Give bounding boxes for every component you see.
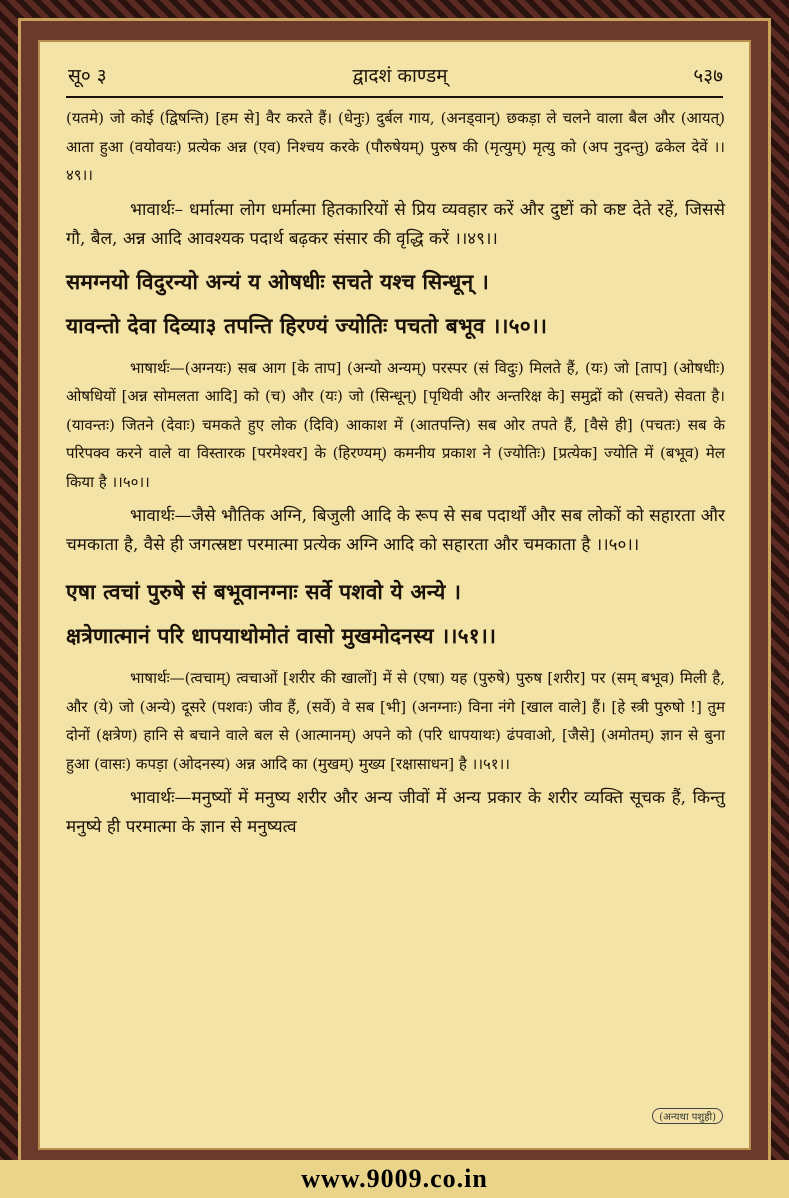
paragraph-meaning-49: (यतमे) जो कोई (द्विषन्ति) [हम से] वैर करते हैं। (धेनुः) दुर्बल गाय, (अनड्वान्) छकड़ा ले चलने वाला बैल और (आयत्) आता हुआ (वयोवयः) प्रत्येक अन्न (एव) निश्चय करके (पौरुषेयम्) पुरुष की (मृत्युम्) मृत्यु को (अप नुदन्तु) ढकेल देवें ।।४९।। xyxy=(66,109,725,184)
paragraph-bhashartha-51: भाषार्थः—(त्वचाम्) त्वचाओं [शरीर की खालों] में से (एषा) यह (पुरुषे) पुरुष [शरीर] पर (सम् बभूव) मिली है, और (ये) जो (अन्ये) दूसरे (पशवः) जीव हैं, (सर्वे) वे सब [भी] (अनग्नाः) विना नंगे [खाल वाले] हैं। [हे स्त्री पुरुषो !] तुम दोनों (क्षत्रेण) हानि से बचाने वाले बल से (आत्मानम्) अपने को (परि धापयाथः) ढंपवाओ, [जैसे] (अमोतम्) ज्ञान से बुना हुआ (वासः) कपड़ा (ओदनस्य) अन्न आदि का (मुखम्) मुख्य [रक्षासाधन] है ।।५१।। xyxy=(66,669,725,773)
paragraph-bhashartha-50: भाषार्थः—(अग्नयः) सब आग [के ताप] (अन्यो अन्यम्) परस्पर (सं विदुः) मिलते हैं, (यः) जो [ताप] (ओषधीः) ओषधियों [अन्न सोमलता आदि] को (च) और (यः) जो (सिन्धून्) [पृथिवी और अन्तरिक्ष के] समुद्रों को (सचते) सेवता है। (यावन्तः) जितने (देवाः) चमकते हुए लोक (दिवि) आकाश में (आतपन्ति) सब ओर तपते हैं, [वैसे ही] (पचतः) सब के परिपक्व करने वाले वा विस्तारक [परमेश्वर] के (हिरण्यम्) कमनीय प्रकाश ने (ज्योतिः) [प्रत्येक] ज्योति में (बभूव) मेल किया है ।।५०।। xyxy=(66,358,725,491)
header-title: द्वादशं काण्डम् xyxy=(352,65,448,87)
verse-51-line-2: क्षत्रेणात्मानं परि धापयाथोमोतं वासो मुखमोदनस्य ।।५१।। xyxy=(66,623,497,648)
verse-50-line-1: समग्नयो विदुरन्यो अन्यं य ओषधीः सचते यश्च सिन्धून् । xyxy=(66,268,490,294)
paragraph-bhavartha-51: भावार्थः—मनुष्यों में मनुष्य शरीर और अन्य जीवों में अन्य प्रकार के शरीर व्यक्ति सूचक हैं, किन्तु मनुष्ये ही परमात्मा के ज्ञान से मनुष्यत्व xyxy=(66,788,725,837)
page-content xyxy=(66,104,725,842)
verse-51-line-1: एषा त्वचां पुरुषे सं बभूवानग्नाः सर्वे पशवो ये अन्ये । xyxy=(66,579,462,604)
paragraph-bhavartha-50: भावार्थः—जैसे भौतिक अग्नि, बिजुली आदि के रूप से सब पदार्थों और सब लोकों को सहारता और चमकाता है, वैसे ही जगत्स्रष्टा परमात्मा प्रत्येक अग्नि आदि को सहारता और चमकाता है ।।५०।। xyxy=(66,506,725,555)
verse-50-line-2: यावन्तो देवा दिव्या३ तपन्ति हिरण्यं ज्योतिः पचतो बभूव ।।५०।। xyxy=(66,312,548,338)
header-page-number: ५३७ xyxy=(693,65,723,87)
header-sutra: सू० ३ xyxy=(68,65,107,87)
book-page xyxy=(38,40,751,1150)
handwritten-margin-note: (अन्यथा पशुही) xyxy=(652,1108,723,1124)
paragraph-bhavartha-49: भावार्थः– धर्मात्मा लोग धर्मात्मा हितकारियों से प्रिय व्यवहार करें और दुष्टों को कष्ट देते रहें, जिससे गौ, बैल, अन्न आदि आवश्यक पदार्थ बढ़कर संसार की वृद्धि करें ।।४९।। xyxy=(66,199,725,249)
page-header xyxy=(68,58,723,92)
website-footer[interactable]: www.9009.co.in xyxy=(0,1160,789,1198)
header-rule xyxy=(66,96,723,98)
